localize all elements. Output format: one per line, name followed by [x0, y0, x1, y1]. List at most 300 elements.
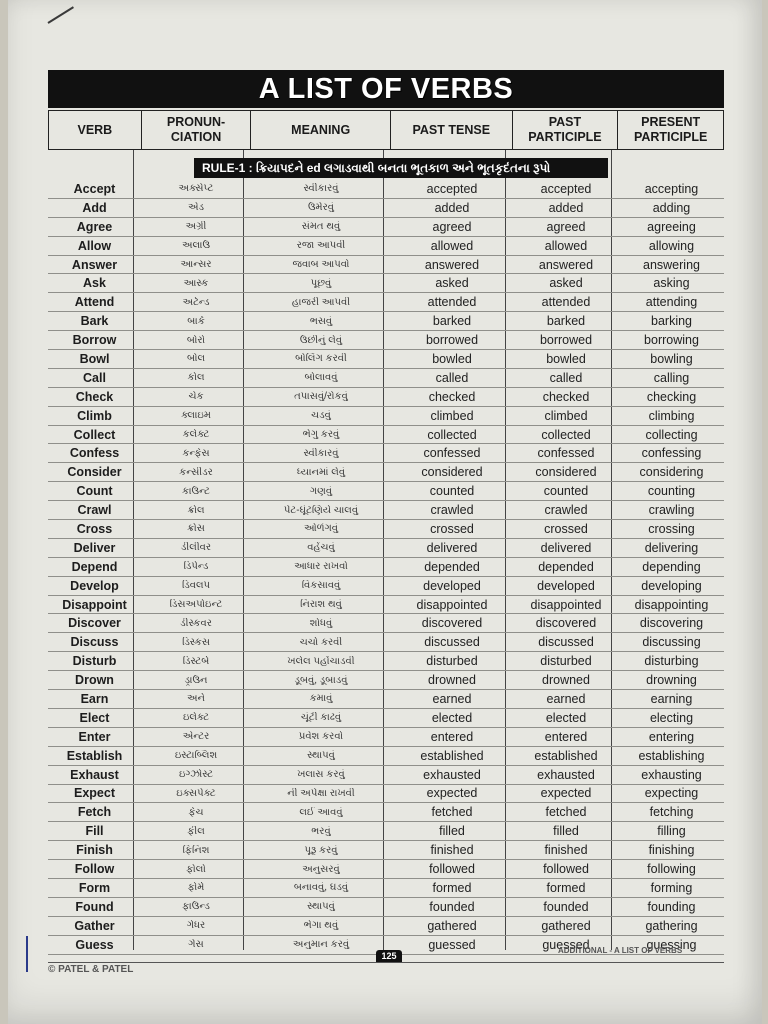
meaning-cell: ચર્ચા કરવી [299, 636, 343, 648]
past-tense-cell: finished [430, 843, 474, 858]
verb-cell: Consider [67, 465, 122, 480]
past-tense-cell: called [435, 370, 469, 385]
past-participle-cell: founded [543, 899, 589, 914]
pronunciation-cell: ડિસઅપોઇન્ટ [169, 599, 223, 611]
meaning-cell: ગણવું [309, 485, 333, 497]
verb-cell: Finish [76, 843, 113, 858]
table-row [48, 898, 724, 917]
present-participle-cell: accepting [644, 181, 699, 196]
verb-cell: Discover [68, 616, 121, 631]
past-tense-cell: barked [432, 314, 472, 329]
meaning-cell: સ્થાપવું [307, 750, 335, 762]
table-row [48, 274, 724, 293]
present-participle-cell: founding [647, 899, 696, 914]
past-tense-cell: agreed [432, 219, 472, 234]
meaning-cell: આધાર રાખવો [294, 561, 348, 573]
meaning-cell: અનુસરવું [302, 863, 340, 875]
past-tense-cell: disturbed [426, 654, 478, 669]
meaning-cell: બનાવવું, ઘડવું [293, 882, 349, 894]
past-tense-cell: gathered [427, 918, 477, 933]
present-participle-cell: checking [646, 389, 697, 404]
verb-cell: Fetch [77, 805, 112, 820]
past-tense-cell: formed [432, 880, 472, 895]
past-participle-cell: bowled [546, 351, 586, 366]
past-participle-cell: counted [543, 484, 589, 499]
past-participle-cell: formed [546, 880, 586, 895]
past-participle-cell: disturbed [540, 654, 592, 669]
past-participle-cell: exhausted [537, 767, 595, 782]
meaning-cell: હાજરી આપવી [291, 296, 351, 308]
verb-cell: Earn [80, 691, 109, 706]
verb-cell: Count [76, 484, 113, 499]
verb-cell: Attend [74, 295, 115, 310]
verb-cell: Agree [76, 219, 113, 234]
past-participle-cell: drowned [542, 673, 590, 688]
table-row [48, 199, 724, 218]
verb-cell: Depend [71, 559, 118, 574]
meaning-cell: ની અપેક્ષા રાખવી [287, 787, 355, 799]
past-participle-cell: crossed [544, 521, 588, 536]
past-tense-cell: asked [435, 276, 469, 291]
past-tense-cell: exhausted [423, 767, 481, 782]
pronunciation-cell: અગ્રી [185, 221, 207, 233]
past-participle-cell: discussed [538, 635, 594, 650]
past-tense-cell: developed [423, 578, 481, 593]
present-participle-cell: delivering [644, 540, 699, 555]
present-participle-cell: forming [650, 880, 693, 895]
present-participle-cell: attending [645, 295, 698, 310]
table-row [48, 822, 724, 841]
meaning-cell: લઈ આવવું [299, 806, 343, 818]
meaning-cell: ચડવું [311, 410, 331, 422]
header-verb: VERB [49, 111, 142, 149]
table-row [48, 879, 724, 898]
present-participle-cell: electing [649, 710, 694, 725]
verb-cell: Ask [83, 276, 106, 291]
verb-cell: Collect [73, 427, 116, 442]
pronunciation-cell: ક્લાઇમ [181, 410, 211, 422]
present-participle-cell: barking [651, 314, 692, 329]
table-row [48, 520, 724, 539]
present-participle-cell: crossing [648, 521, 695, 536]
past-tense-cell: attended [427, 295, 477, 310]
verb-cell: Elect [79, 710, 110, 725]
present-participle-cell: finishing [648, 843, 695, 858]
present-participle-cell: entering [648, 729, 695, 744]
title-banner [48, 70, 724, 108]
table-row [48, 671, 724, 690]
present-participle-cell: adding [652, 200, 691, 215]
verb-cell: Check [75, 389, 114, 404]
verb-cell: Develop [70, 578, 119, 593]
past-tense-cell: elected [431, 710, 473, 725]
pronunciation-cell: ડ્રાઉન [184, 674, 208, 686]
meaning-cell: ભરવું [311, 825, 331, 837]
past-tense-cell: climbed [430, 408, 474, 423]
pronunciation-cell: ઇગ્ઝોસ્ટ [178, 769, 214, 781]
verb-cell: Expect [74, 786, 115, 801]
pronunciation-cell: ડિસ્ટર્બ [182, 655, 210, 667]
table-row [48, 180, 724, 199]
pronunciation-cell: ડિસ્કસ [182, 636, 210, 648]
present-participle-cell: filling [657, 824, 686, 839]
meaning-cell: વહેંચવું [307, 542, 335, 554]
verb-cell: Follow [74, 862, 115, 876]
pronunciation-cell: ઇસ્ટાબ્લિશ [174, 750, 218, 762]
meaning-cell: સ્વીકારવું [303, 183, 339, 195]
past-tense-cell: added [434, 200, 470, 215]
verb-cell: Crawl [77, 503, 112, 518]
table-row [48, 293, 724, 312]
past-tense-cell: filled [439, 824, 465, 839]
verb-cell: Exhaust [70, 767, 119, 782]
present-participle-cell: depending [642, 559, 701, 574]
past-participle-cell: allowed [544, 238, 588, 253]
verb-cell: Found [75, 899, 114, 914]
past-participle-cell: established [534, 748, 598, 763]
present-participle-cell: expecting [644, 786, 699, 801]
meaning-cell: બોલિંગ કરવી [295, 353, 347, 365]
meaning-cell: ભેગુ કરવું [302, 429, 340, 441]
header-past-participle: PAST PARTICIPLE [513, 111, 619, 149]
meaning-cell: ઉમેરવું [307, 202, 335, 214]
past-participle-cell: borrowed [539, 333, 593, 348]
present-participle-cell: earning [650, 691, 693, 706]
footer-section: ADDITIONAL - A LIST OF VERBS [558, 946, 683, 955]
present-participle-cell: climbing [648, 408, 695, 423]
table-row [48, 785, 724, 804]
meaning-cell: ઓળંગવું [303, 523, 339, 535]
table-row [48, 690, 724, 709]
meaning-cell: ખલેલ પહોંચાડવી [287, 655, 355, 667]
pronunciation-cell: અક્સેપ્ટ [178, 183, 214, 195]
present-participle-cell: disturbing [644, 654, 699, 669]
past-tense-cell: delivered [426, 540, 478, 555]
past-participle-cell: crawled [544, 503, 588, 518]
present-participle-cell: gathering [645, 918, 698, 933]
pen-mark [47, 6, 74, 24]
header-meaning: MEANING [251, 111, 391, 149]
past-tense-cell: guessed [428, 937, 476, 952]
present-participle-cell: exhausting [641, 767, 702, 782]
present-participle-cell: answering [643, 257, 700, 272]
pronunciation-cell: અર્ન [187, 693, 205, 705]
past-tense-cell: discovered [421, 616, 483, 631]
verb-cell: Answer [71, 257, 118, 272]
present-participle-cell: crawling [648, 503, 695, 518]
table-row [48, 350, 724, 369]
past-participle-cell: guessed [542, 937, 590, 952]
pronunciation-cell: ક્રોલ [187, 504, 205, 516]
verb-cell: Bowl [79, 351, 110, 366]
verb-cell: Discuss [70, 635, 119, 650]
meaning-cell: પૂરૂ કરવું [304, 844, 338, 856]
pronunciation-cell: ડીસ્કવર [180, 617, 212, 629]
past-participle-cell: disappointed [530, 597, 602, 612]
present-participle-cell: borrowing [644, 333, 699, 348]
verb-cell: Guess [75, 937, 114, 952]
pronunciation-cell: કાઉન્ટ [182, 485, 210, 497]
header-past-tense: PAST TENSE [391, 111, 513, 149]
present-participle-cell: collecting [645, 427, 698, 442]
past-participle-cell: elected [545, 710, 587, 725]
pronunciation-cell: ફોલો [186, 863, 206, 875]
present-participle-cell: bowling [650, 351, 693, 366]
present-participle-cell: disappointing [634, 597, 709, 612]
meaning-cell: રજા આપવી [296, 240, 346, 252]
meaning-cell: ઉછીનું લેવું [299, 334, 343, 346]
table-row [48, 917, 724, 936]
table-row [48, 709, 724, 728]
verb-cell: Drown [75, 673, 114, 688]
meaning-cell: કમાવું [309, 693, 333, 705]
verb-cell: Climb [77, 408, 112, 423]
meaning-cell: સ્વીકારવું [303, 447, 339, 459]
verb-cell: Confess [69, 446, 120, 461]
past-participle-cell: collected [541, 427, 591, 442]
table-row [48, 331, 724, 350]
present-participle-cell: guessing [646, 937, 697, 952]
past-tense-cell: depended [424, 559, 480, 574]
table-row [48, 218, 724, 237]
pronunciation-cell: આસ્ક [183, 277, 209, 289]
table-row [48, 614, 724, 633]
past-tense-cell: earned [432, 691, 472, 706]
present-participle-cell: establishing [638, 748, 705, 763]
present-participle-cell: fetching [649, 805, 694, 820]
table-row [48, 596, 724, 615]
pronunciation-cell: એન્ટર [182, 731, 210, 743]
pronunciation-cell: ગેધર [186, 920, 206, 932]
pronunciation-cell: કલેક્ટ [182, 429, 210, 441]
past-tense-cell: checked [428, 389, 476, 404]
meaning-cell: પેટ-ઘૂંટણિયે ચાલવું [283, 504, 359, 516]
past-participle-cell: delivered [540, 540, 592, 555]
past-participle-cell: considered [535, 465, 597, 480]
header-present-participle: PRESENT PARTICIPLE [633, 115, 708, 144]
meaning-cell: જવાબ આપવો [292, 259, 350, 270]
past-tense-cell: collected [427, 427, 477, 442]
past-tense-cell: confessed [423, 446, 481, 461]
past-participle-cell: followed [543, 862, 589, 876]
past-participle-cell: barked [546, 314, 586, 329]
margin-mark [26, 936, 28, 972]
past-participle-cell: checked [542, 389, 590, 404]
meaning-cell: પ્રવેશ કરવો [298, 731, 344, 743]
meaning-cell: ખલાસ કરવું [297, 769, 345, 781]
table-row [48, 728, 724, 747]
table-row [48, 237, 724, 256]
past-participle-cell: entered [544, 729, 588, 744]
past-tense-cell: expected [426, 786, 478, 801]
page-number: 125 [376, 950, 402, 962]
verb-cell: Add [82, 200, 107, 215]
meaning-cell: તપાસવું/રોકવું [294, 391, 348, 403]
footer-divider [48, 962, 724, 963]
table-row [48, 633, 724, 652]
pronunciation-cell: ફેચ [188, 806, 204, 818]
meaning-cell: પૂછવું [310, 277, 332, 289]
past-participle-cell: fetched [545, 805, 587, 820]
table-row [48, 501, 724, 520]
meaning-cell: સંમત થવું [301, 221, 341, 233]
meaning-cell: બોલાવવું [304, 372, 338, 384]
pronunciation-cell: ક્રોસ [187, 523, 205, 535]
pronunciation-cell: ઇલેક્ટ [182, 712, 210, 724]
past-participle-cell: earned [546, 691, 586, 706]
present-participle-cell: agreeing [647, 219, 696, 234]
past-participle-cell: accepted [540, 181, 592, 196]
pronunciation-cell: ઇક્સપેક્ટ [176, 787, 216, 799]
verb-cell: Enter [78, 729, 111, 744]
past-participle-cell: confessed [537, 446, 595, 461]
verb-cell: Disappoint [62, 597, 127, 612]
table-row [48, 747, 724, 766]
verb-cell: Gather [74, 918, 115, 933]
pronunciation-cell: ડિપેન્ડ [183, 561, 209, 573]
table-row [48, 463, 724, 482]
pronunciation-cell: કોલ [187, 372, 205, 384]
pronunciation-cell: બોલ [186, 353, 206, 365]
table-row [48, 860, 724, 879]
book-page [8, 0, 762, 1024]
table-row [48, 803, 724, 822]
meaning-cell: ડૂબવું, ડૂબાડવું [294, 674, 348, 686]
past-tense-cell: borrowed [425, 333, 479, 348]
past-participle-cell: attended [541, 295, 591, 310]
table-row [48, 388, 724, 407]
verb-cell: Borrow [72, 333, 117, 348]
meaning-cell: સ્થાપવું [307, 901, 335, 913]
table-row [48, 841, 724, 860]
pronunciation-cell: ગેસ [188, 939, 204, 951]
pronunciation-cell: બાર્ક [187, 315, 205, 327]
pronunciation-cell: ડિવલપ [181, 580, 211, 592]
past-participle-cell: asked [549, 276, 583, 291]
table-row [48, 444, 724, 463]
present-participle-cell: calling [653, 370, 690, 385]
pronunciation-cell: ફોર્મ [187, 882, 205, 894]
table-row [48, 312, 724, 331]
meaning-cell: શોધવું [309, 617, 333, 629]
pronunciation-cell: કન્સીડર [179, 466, 213, 478]
verb-cell: Deliver [73, 540, 116, 555]
past-tense-cell: founded [429, 899, 475, 914]
pronunciation-cell: ચેક [188, 391, 204, 403]
present-participle-cell: following [647, 862, 696, 876]
present-participle-cell: discussing [642, 635, 701, 650]
table-row [48, 256, 724, 275]
past-participle-cell: gathered [541, 918, 591, 933]
footer-publisher: © PATEL & PATEL [48, 964, 134, 975]
verb-cell: Accept [73, 181, 116, 196]
table-row [48, 766, 724, 785]
meaning-cell: ભેગા થવું [303, 920, 339, 932]
past-tense-cell: established [420, 748, 484, 763]
page-title: A LIST OF VERBS [258, 72, 514, 105]
past-tense-cell: drowned [428, 673, 476, 688]
meaning-cell: નિરાશ થવું [300, 599, 342, 611]
present-participle-cell: considering [639, 465, 704, 480]
meaning-cell: અનુમાન કરવું [292, 939, 350, 951]
verb-cell: Call [83, 370, 106, 385]
past-tense-cell: followed [429, 862, 475, 876]
table-row [48, 426, 724, 445]
past-tense-cell: discussed [424, 635, 480, 650]
header-pronunciation: PRONUN- CIATION [142, 111, 252, 149]
past-tense-cell: counted [429, 484, 475, 499]
table-row [48, 482, 724, 501]
pronunciation-cell: ડીલીવર [180, 542, 212, 554]
table-row [48, 407, 724, 426]
verb-cell: Fill [85, 824, 104, 839]
past-tense-cell: fetched [431, 805, 473, 820]
past-participle-cell: discovered [535, 616, 597, 631]
verb-cell: Allow [77, 238, 112, 253]
rule-banner: RULE-1 : ક્રિયાપદને ed લગાડવાથી બનતા ભૂતકાળ અને ભૂતકૃદંતના રૂપો [194, 158, 608, 178]
pronunciation-cell: અલાઉ [181, 240, 211, 252]
past-tense-cell: answered [424, 257, 480, 272]
present-participle-cell: discovering [639, 616, 704, 631]
past-tense-cell: accepted [426, 181, 478, 196]
past-tense-cell: bowled [432, 351, 472, 366]
table-row [48, 652, 724, 671]
table-header [48, 110, 724, 150]
pronunciation-cell: અટેન્ડ [182, 296, 210, 308]
pronunciation-cell: બોરો [186, 334, 206, 346]
verb-cell: Bark [80, 314, 109, 329]
pronunciation-cell: ફિનિશ [182, 844, 210, 856]
past-participle-cell: developed [537, 578, 595, 593]
pronunciation-cell: ફીલ [187, 825, 205, 837]
pronunciation-cell: ફાઉન્ડ [182, 901, 210, 913]
verb-cell: Form [78, 880, 111, 895]
past-tense-cell: disappointed [416, 597, 488, 612]
pronunciation-cell: આન્સર [180, 259, 212, 270]
meaning-cell: ધ્યાનમાં લેવું [296, 466, 346, 478]
present-participle-cell: developing [641, 578, 702, 593]
past-tense-cell: crawled [430, 503, 474, 518]
pronunciation-cell: એડ [187, 202, 205, 214]
table-row [48, 577, 724, 596]
past-participle-cell: agreed [546, 219, 586, 234]
meaning-cell: ભસવું [309, 315, 333, 327]
past-participle-cell: called [549, 370, 583, 385]
table-row [48, 539, 724, 558]
past-participle-cell: added [548, 200, 584, 215]
present-participle-cell: confessing [641, 446, 702, 461]
present-participle-cell: drowning [646, 673, 697, 688]
present-participle-cell: allowing [648, 238, 695, 253]
past-tense-cell: allowed [430, 238, 474, 253]
present-participle-cell: counting [647, 484, 696, 499]
verb-cell: Disturb [72, 654, 117, 669]
past-tense-cell: crossed [430, 521, 474, 536]
past-participle-cell: filled [553, 824, 579, 839]
table-row [48, 369, 724, 388]
verb-table-body [48, 180, 724, 955]
pronunciation-cell: કન્ફેસ [182, 447, 210, 459]
past-participle-cell: climbed [544, 408, 588, 423]
verb-cell: Establish [66, 748, 123, 763]
table-row [48, 558, 724, 577]
meaning-cell: ચૂંટી કાઢવું [300, 712, 342, 724]
past-participle-cell: depended [538, 559, 594, 574]
past-participle-cell: expected [540, 786, 592, 801]
meaning-cell: વિકસાવવું [301, 580, 341, 592]
past-participle-cell: finished [544, 843, 588, 858]
past-tense-cell: considered [421, 465, 483, 480]
